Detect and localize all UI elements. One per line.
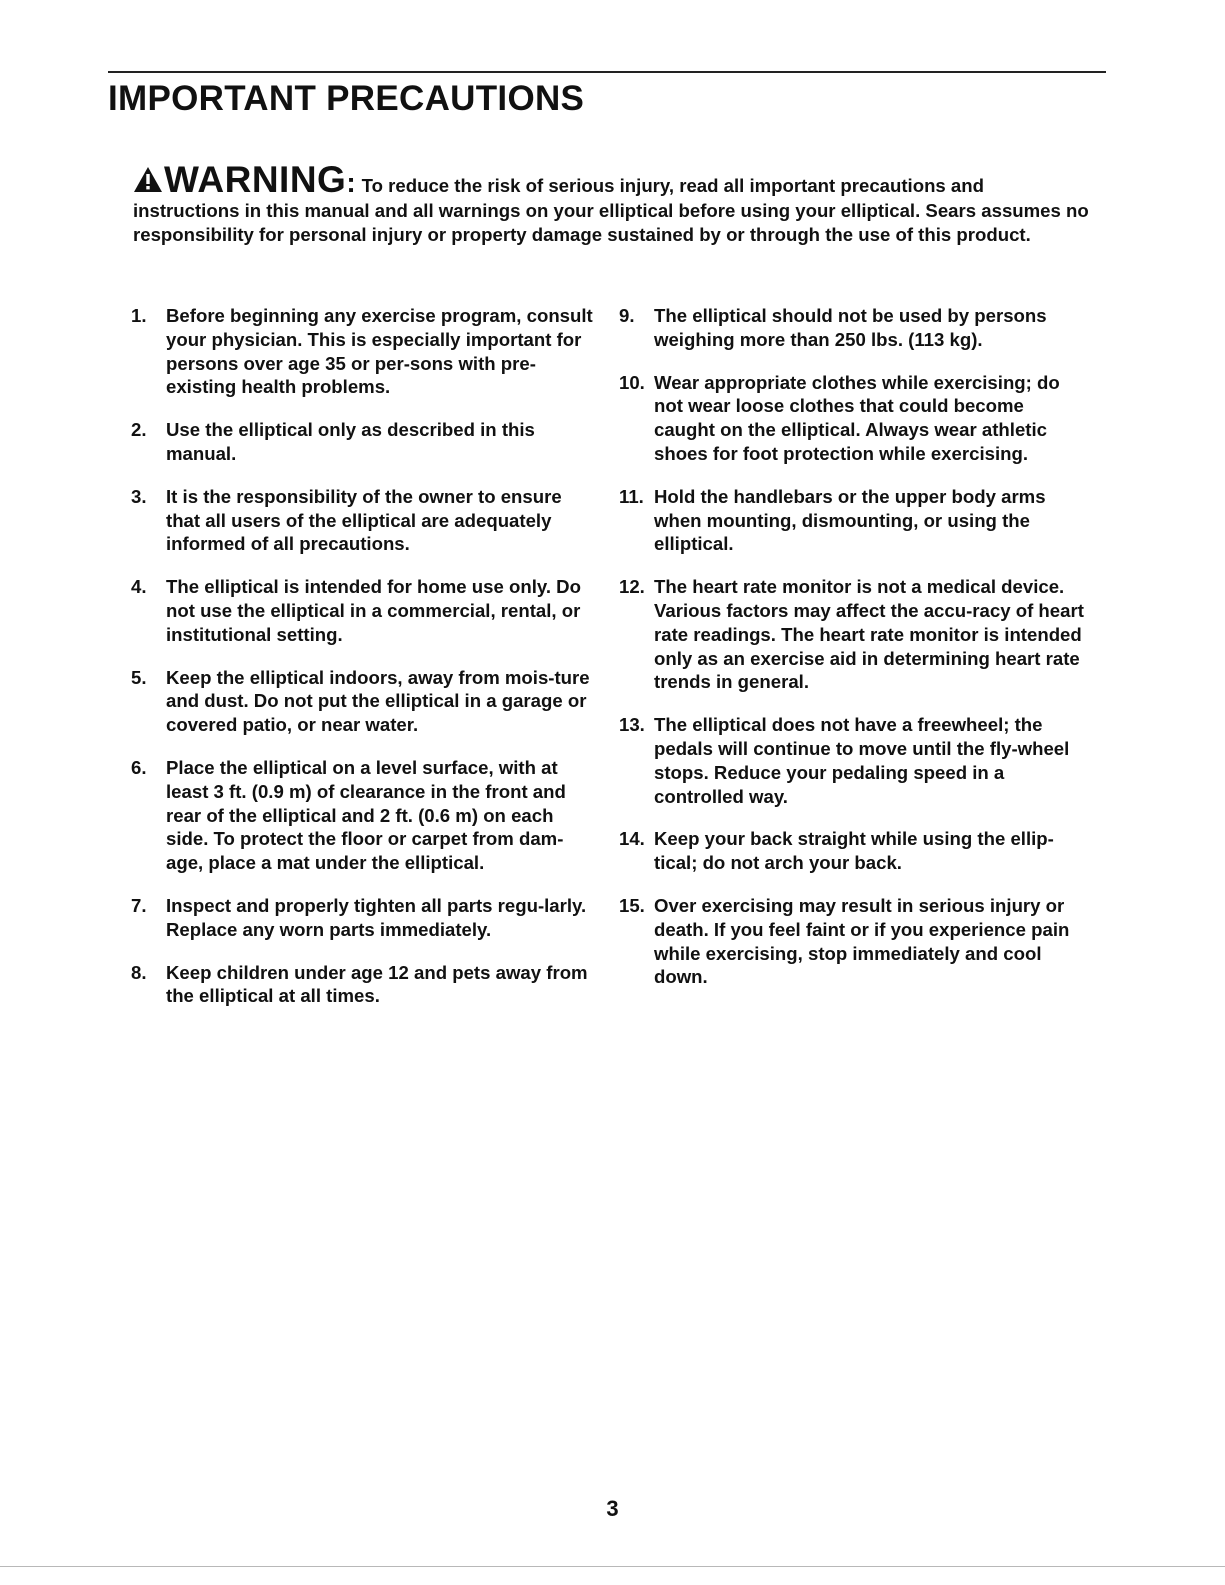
precaution-text: The heart rate monitor is not a medical device. Various factors may affect the accu-racy of heart rate readings. The heart rate monitor is intended only as an exercise aid in determining heart rate trends in general.	[654, 576, 1084, 693]
precaution-item	[131, 666, 596, 737]
precaution-item	[619, 827, 1084, 875]
precaution-item	[619, 371, 1084, 466]
precaution-number: 12.	[619, 576, 645, 598]
precaution-item	[131, 485, 596, 556]
bottom-rule	[0, 1566, 1225, 1567]
precaution-number: 3.	[131, 485, 147, 507]
precaution-item	[131, 756, 596, 875]
precautions-left-column	[131, 304, 596, 1027]
precaution-text: Keep the elliptical indoors, away from mois-ture and dust. Do not put the elliptical in a garage or covered patio, or near water.	[166, 666, 590, 736]
precautions-right-column	[619, 304, 1084, 1008]
precaution-number: 2.	[131, 419, 147, 441]
precaution-text: Keep children under age 12 and pets away from the elliptical at all times.	[166, 961, 588, 1007]
precaution-number: 8.	[131, 961, 147, 983]
precaution-text: Inspect and properly tighten all parts regu-larly. Replace any worn parts immediately.	[166, 894, 587, 940]
precaution-number: 6.	[131, 756, 147, 778]
precaution-item	[131, 418, 596, 466]
warning-colon: :	[346, 167, 356, 198]
precaution-number: 11.	[619, 485, 644, 507]
precaution-text: The elliptical is intended for home use only. Do not use the elliptical in a commercial, rental, or institutional setting.	[166, 576, 581, 645]
precaution-item	[619, 894, 1084, 989]
precaution-text: Keep your back straight while using the ellip-tical; do not arch your back.	[654, 828, 1054, 874]
precaution-text: Hold the handlebars or the upper body arms when mounting, dismounting, or using the elliptical.	[654, 485, 1046, 555]
warning-text: To reduce the risk of serious injury, read all important precautions and instructions in this manual and all warnings on your elliptical before using your elliptical. Sears assumes no responsibility for personal injury or property damage sustained by or through the use of this product.	[133, 175, 1089, 245]
precaution-number: 10.	[619, 371, 645, 393]
precaution-text: Use the elliptical only as described in this manual.	[166, 419, 535, 464]
precaution-number: 4.	[131, 576, 147, 598]
page-number: 3	[606, 1496, 619, 1521]
precaution-number: 7.	[131, 894, 147, 916]
precaution-text: Before beginning any exercise program, consult your physician. This is especially important for persons over age 35 or per-sons with pre-existing health problems.	[166, 305, 593, 398]
top-rule	[108, 71, 1106, 73]
precaution-item	[131, 575, 596, 646]
precaution-item	[619, 713, 1084, 808]
precaution-number: 15.	[619, 894, 645, 916]
precaution-text: Over exercising may result in serious injury or death. If you feel faint or if you experience pain while exercising, stop immediately and cool down.	[654, 894, 1070, 988]
precaution-item	[619, 485, 1084, 556]
precaution-item	[131, 304, 596, 399]
precaution-text: It is the responsibility of the owner to ensure that all users of the elliptical are adequately informed of all precautions.	[166, 485, 562, 555]
warning-paragraph	[133, 159, 1093, 247]
warning-triangle-icon	[133, 166, 163, 199]
precaution-number: 13.	[619, 714, 645, 736]
precaution-number: 14.	[619, 828, 645, 850]
warning-word: WARNING	[164, 159, 347, 200]
precaution-text: Wear appropriate clothes while exercising; do not wear loose clothes that could become caught on the elliptical. Always wear athletic shoes for foot protection while exercising.	[654, 371, 1060, 464]
precaution-item	[131, 961, 596, 1009]
precaution-item	[619, 575, 1084, 694]
precaution-number: 1.	[131, 305, 147, 326]
precaution-number: 5.	[131, 666, 147, 688]
warning-heading	[133, 159, 362, 200]
precaution-number: 9.	[619, 305, 635, 326]
precaution-item	[131, 894, 596, 942]
page-title: IMPORTANT PRECAUTIONS	[108, 79, 585, 118]
precaution-item	[619, 304, 1084, 352]
precaution-text: Place the elliptical on a level surface, with at least 3 ft. (0.9 m) of clearance in the front and rear of the elliptical and 2 ft. (0.6 m) on each side. To protect the floor or carpet from dam-age, place a mat under the elliptical.	[166, 756, 566, 874]
precaution-text: The elliptical does not have a freewheel; the pedals will continue to move until the fly-wheel stops. Reduce your pedaling speed in a controlled way.	[654, 714, 1070, 807]
precaution-text: The elliptical should not be used by persons weighing more than 250 lbs. (113 kg).	[654, 305, 1047, 350]
